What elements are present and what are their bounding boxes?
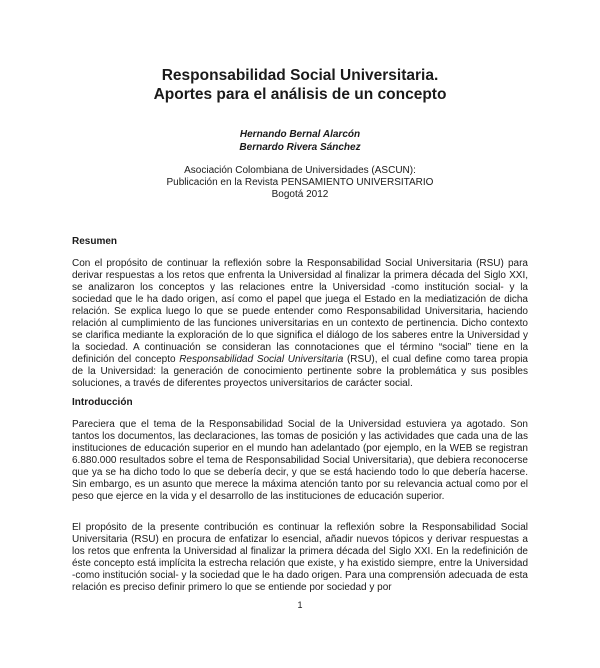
resumen-text-part: Con el propósito de continuar la reflexión sobre la Responsabilidad Social Universitaria (RSU) para derivar respuestas a los retos que enfrenta la Universidad al finalizar la primera década del Siglo XXI, se analizaron los conceptos y las relaciones entre la Universidad -como institución social- y la sociedad que le ha dado origen, así como el papel que juega el Estado en la mediatización de dicha relación. Se explica luego lo que se puede entender como Responsabilidad Universitaria, haciendo relación al cumplimiento de las funciones universitarias en un contexto de pertinencia. Dicho contexto se clarifica mediante la exploración de lo que significa el diálogo de los saberes entre la Universidad y la sociedad. A continuación se consideran las connotaciones que el término “social” tiene en la definición del concepto: [72, 258, 528, 365]
affiliation-block: [0, 165, 600, 201]
affiliation-line: Publicación en la Revista PENSAMIENTO UNIVERSITARIO: [166, 177, 434, 188]
title-line-2: Aportes para el análisis de un concepto: [153, 86, 447, 103]
affiliation-line: Bogotá 2012: [271, 189, 329, 200]
resumen-heading: Resumen: [72, 236, 118, 247]
paper-title: [0, 66, 600, 104]
resumen-italic-term: Responsabilidad Social Universitaria: [179, 354, 344, 365]
affiliation-line: Asociación Colombiana de Universidades (ASCUN):: [184, 165, 416, 176]
title-line-1: Responsabilidad Social Universitaria.: [161, 67, 439, 84]
author-list: [0, 128, 600, 154]
author-name: Hernando Bernal Alarcón: [239, 129, 361, 140]
page-number: 1: [297, 600, 303, 610]
resumen-text-part: (RSU), el cual define como tarea propia de la Universidad: la generación de conocimiento pertinente sobre la problemática y sus posibles soluciones, a través de diferentes proyectos universitarios de carácter social.: [72, 354, 528, 389]
introduccion-heading: Introducción: [72, 397, 133, 408]
introduccion-paragraph-1: [72, 419, 528, 503]
introduccion-paragraph-2: [72, 522, 528, 594]
resumen-text: [72, 258, 528, 390]
paragraph: Pareciera que el tema de la Responsabilidad Social de la Universidad estuviera ya agotado. Son tantos los documentos, las declaraciones, las tomas de posición y las actividades que cada una de las instituciones de educación superior en el mundo han adelantado (por ejemplo, en la WEB se registran 6.880.000 resultados sobre el tema de Responsabilidad Social Universitaria), que debiera reconocerse que ya se ha dicho todo lo que se debería decir, y que se está haciendo todo lo que debería hacerse. Sin embargo, es un asunto que merece la máxima atención tanto por su relevancia actual como por el peso que ejerce en la vida y el desarrollo de las instituciones de educación superior.: [72, 419, 528, 502]
author-name: Bernardo Rivera Sánchez: [239, 142, 361, 153]
paragraph: El propósito de la presente contribución es continuar la reflexión sobre la Responsabilidad Social Universitaria (RSU) en procura de enfatizar lo esencial, añadir nuevos tópicos y derivar respuestas a los retos que enfrenta la Universidad al finalizar la primera década del Siglo XXI. En la redefinición de éste concepto está implícita la estrecha relación que existe, y ha existido siempre, entre la Universidad -como institución social- y la sociedad que le ha dado origen. Para una comprensión adecuada de esta relación es preciso definir primero lo que se entiende por sociedad y por: [72, 522, 528, 593]
